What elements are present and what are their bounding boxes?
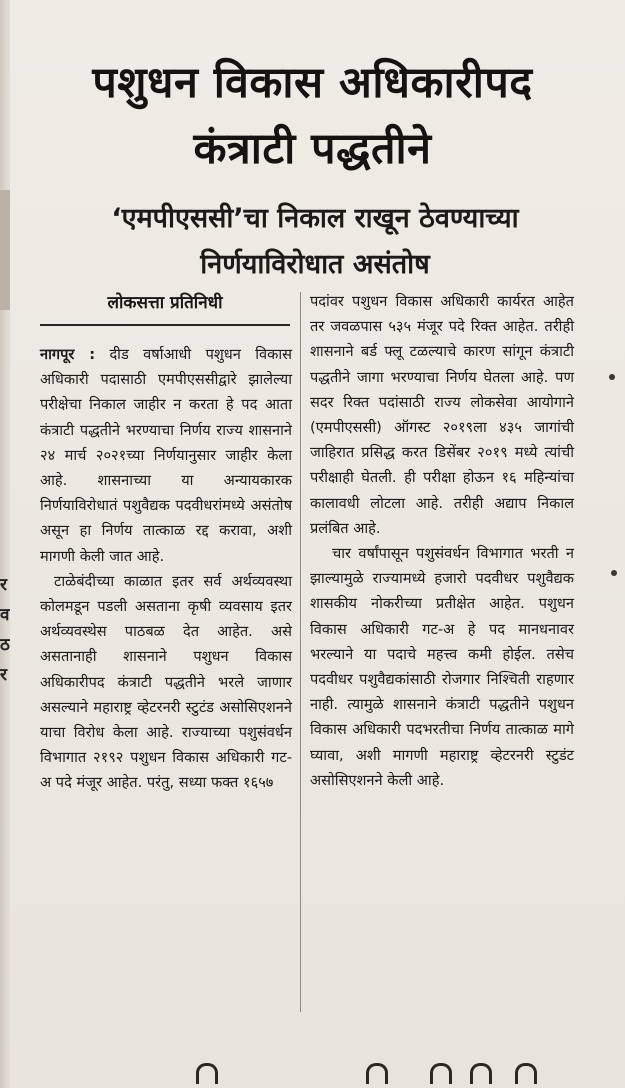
article-column-2 [310,289,574,793]
byline-rule [40,324,290,326]
byline: लोकसत्ता प्रतिनिधी [107,293,223,313]
subheadline [40,196,590,288]
headline [20,50,605,182]
margin-dot [611,570,617,576]
subheadline-line-2: निर्णयाविरोधात असंतोष [200,249,430,280]
edge-fragment: र [0,665,7,685]
paragraph: चार वर्षांपासून पशुसंवर्धन विभागात भरती न झाल्यामुळे राज्यामध्ये हजारो पदवीधर पशुवैद्यक शासकीय नोकरीच्या प्रतीक्षेत आहेत. पशुधन विकास अधिकारी गट-अ हे पद मानधनावर भरल्याने या पदाचे महत्त्व कमी होईल. तसेच पदवीधर पशुवैद्यकांसाठी रोजगार निश्चिती राहणार नाही. त्यामुळे शासनाने कंत्राटी पद्धतीने पशुधन विकास अधिकारी पदभरतीचा निर्णय तात्काळ मागे घ्यावा, अशी मागणी महाराष्ट्र व्हेटरनरी स्टुडंट असोसिएशनने केली आहे. [310,545,574,789]
margin-dot [609,374,615,380]
dateline: नागपूर : [40,346,96,363]
next-article-fragment [515,1063,537,1084]
next-article-fragment [366,1063,388,1084]
article-column-1 [40,342,292,796]
subheadline-line-1: ‘एमपीएससी’चा निकाल राखून ठेवण्याच्या [111,203,519,234]
edge-fragment: ठ [0,635,10,655]
paragraph-text: दीड वर्षाआधी पशुधन विकास अधिकारी पदासाठी एमपीएससीद्वारे झालेल्या परीक्षेचा निकाल जाहीर न करता हे पद आता कंत्राटी पद्धतीने भरण्याचा निर्णय राज्य शासनाने २४ मार्च २०२१च्या निर्णयानुसार जाहीर केला आहे. शासनाच्या या अन्यायकारक निर्णयाविरोधातं पशुवैद्यक पदवीधरांमध्ये असंतोष असून हा निर्णय तात्काळ रद्द करावा, अशी मागणी केली जात आहे. [40,346,292,565]
edge-fragment: व [0,605,10,625]
paragraph: पदांवर पशुधन विकास अधिकारी कार्यरत आहेत तर जवळपास ५३५ मंजूर पदे रिक्त आहेत. तरीही शासनाने बर्ड फ्लू टळल्याचे कारण सांगून कंत्राटी पद्धतीने जागा भरण्याचा निर्णय घेतला आहे. पण सदर रिक्त पदांसाठी राज्य लोकसेवा आयोगाने (एमपीएससी) ऑगस्ट २०१९ला ४३५ जागांची जाहिरात प्रसिद्ध करत डिसेंबर २०१९ मध्ये त्यांची परीक्षाही घेतली. ही परीक्षा होऊन १६ महिन्यांचा कालावधी लोटला आहे. तरीही अद्याप निकाल प्रलंबित आहे. [310,293,574,537]
next-article-fragment [430,1063,452,1084]
paper-left-edge [0,0,10,1088]
headline-line-2: कंत्राटी पद्धतीने [193,124,432,174]
next-article-fragment [196,1063,218,1084]
edge-fragment: र [0,575,7,595]
column-divider [300,292,301,1012]
next-article-fragment [470,1063,492,1084]
paragraph: टाळेबंदीच्या काळात इतर सर्व अर्थव्यवस्था कोलमडून पडली असताना कृषी व्यवसाय इतर अर्थव्यवस्थेस पाठबळ देत आहेत. असे असतानाही शासनाने पशुधन विकास अधिकारीपद कंत्राटी पद्धतीने भरले जाणार असल्याने महाराष्ट्र व्हेटरनरी स्टुटंड असोसिएशनने याचा विरोध केला आहे. राज्याच्या पशुसंवर्धन विभागात २१९२ पशुधन विकास अधिकारी गट-अ पदे मंजूर आहेत. परंतु, सध्या फक्त १६५७ [40,572,292,792]
paragraph [40,342,292,569]
headline-line-1: पशुधन विकास अधिकारीपद [92,58,533,108]
